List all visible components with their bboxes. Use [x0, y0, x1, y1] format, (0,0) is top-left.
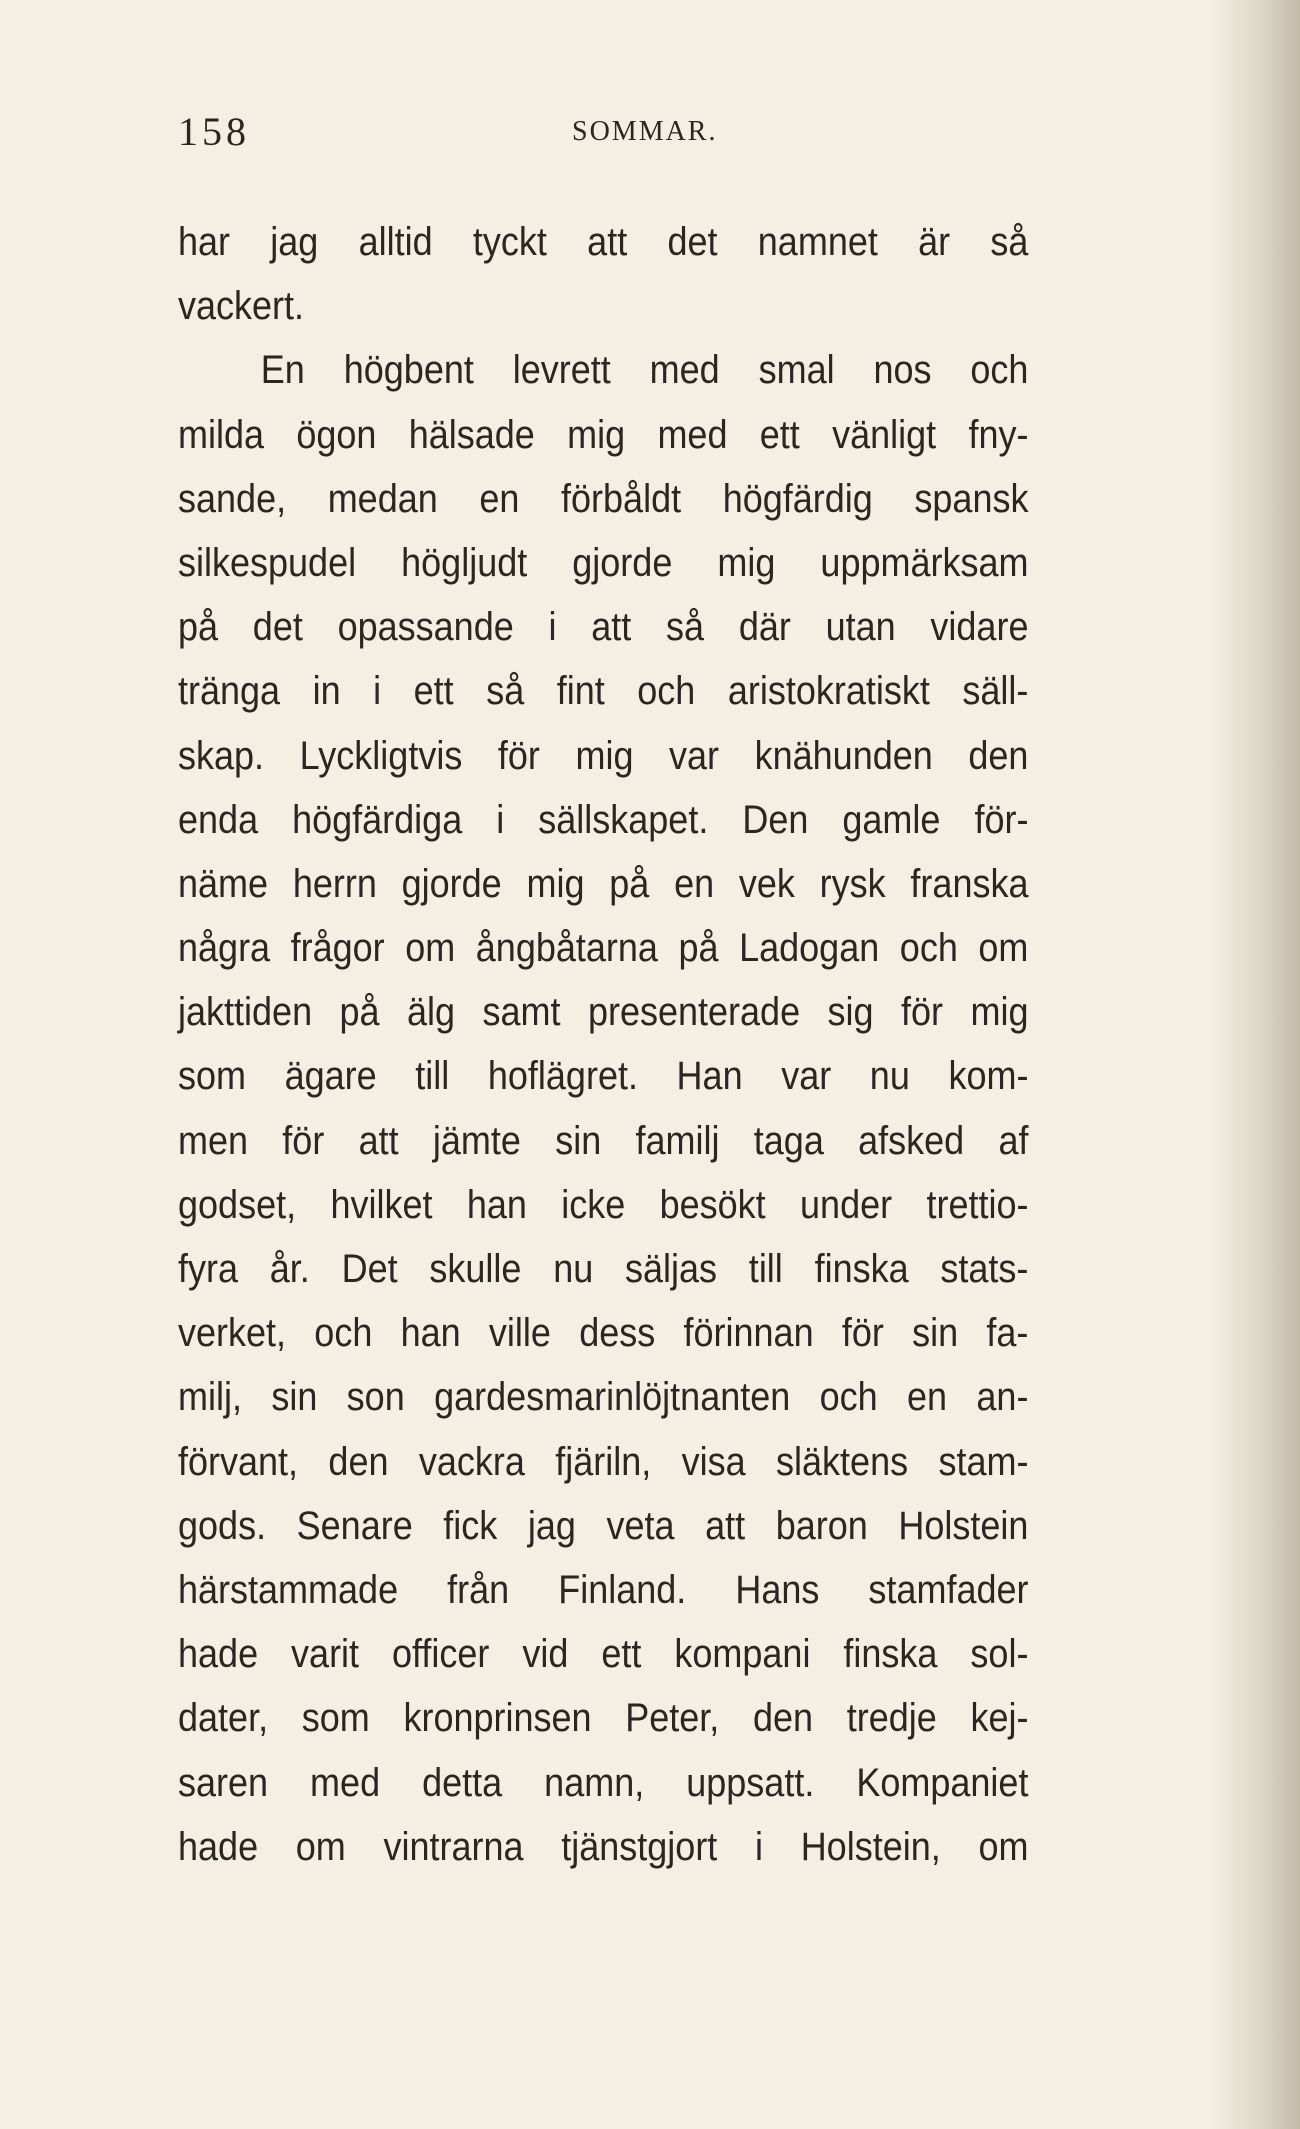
word: gjorde [401, 861, 502, 906]
text-line [178, 467, 1029, 531]
word: son [346, 1375, 405, 1420]
word: ett [759, 412, 800, 457]
text-line [178, 1237, 1029, 1301]
word: godset, [178, 1182, 297, 1227]
word: gamle [842, 797, 941, 842]
word: fa- [986, 1311, 1029, 1356]
word: högfärdiga [292, 797, 463, 842]
word: hvilket [330, 1182, 433, 1227]
word: fint [556, 669, 605, 714]
text-line [178, 724, 1029, 788]
word: jag [527, 1503, 576, 1548]
word: det [252, 605, 303, 650]
text-line [178, 1365, 1029, 1429]
word: veta [606, 1503, 675, 1548]
word: några [178, 926, 271, 971]
text-line [178, 403, 1029, 467]
word: stamfader [868, 1567, 1029, 1612]
word: har [178, 220, 231, 264]
word: hade [178, 1824, 259, 1869]
word: i [548, 605, 557, 650]
word: för [841, 1311, 884, 1356]
word: aristokratiskt [727, 669, 930, 714]
word: så [990, 220, 1029, 264]
word: sig [827, 990, 874, 1035]
word: Kompaniet [856, 1760, 1029, 1805]
word: vintrarna [383, 1824, 524, 1869]
word: i [373, 669, 382, 714]
word: på [339, 990, 380, 1035]
word: det [667, 220, 718, 264]
page-edge-shadow [1210, 0, 1300, 2129]
word: visa [681, 1439, 746, 1484]
word: tyckt [472, 220, 547, 264]
word: jämte [432, 1118, 521, 1163]
word: att [591, 605, 632, 650]
word: vackra [418, 1439, 525, 1484]
word: för [497, 733, 540, 778]
word: den [968, 733, 1029, 778]
word: vidare [930, 605, 1029, 650]
word: med [649, 348, 720, 393]
word: älg [407, 990, 456, 1035]
word: år. [269, 1247, 310, 1291]
word: af [998, 1118, 1029, 1163]
word: an- [976, 1375, 1029, 1420]
text-line [178, 659, 1029, 723]
word: Peter, [625, 1696, 720, 1741]
word: nos [873, 348, 932, 393]
word: ögon [296, 412, 377, 457]
word: dater, [178, 1696, 269, 1741]
body-text [178, 210, 1123, 1879]
word: En [260, 348, 305, 393]
word: taga [753, 1118, 824, 1163]
word: mig [575, 733, 634, 778]
word: utan [825, 605, 896, 650]
word: kompani [674, 1632, 811, 1677]
word: ägare [284, 1054, 377, 1099]
word: spansk [914, 476, 1029, 521]
word: om [978, 926, 1029, 971]
text-line [178, 1044, 1029, 1108]
word: gjorde [572, 540, 673, 585]
word: en [907, 1375, 948, 1420]
word: Holstein [898, 1503, 1029, 1548]
word: var [781, 1054, 832, 1099]
word: skap. [178, 733, 265, 778]
word: sin [271, 1375, 318, 1420]
word: kej- [970, 1696, 1029, 1741]
word: uppmärksam [820, 540, 1029, 585]
word: varit [291, 1632, 360, 1677]
word: säljas [625, 1247, 718, 1291]
text-line [178, 980, 1029, 1044]
word: ville [488, 1311, 551, 1356]
word: under [800, 1182, 893, 1227]
word: Det [341, 1247, 398, 1291]
word: för- [974, 797, 1029, 842]
word: franska [910, 861, 1029, 906]
word: var [669, 733, 720, 778]
word: som [301, 1696, 370, 1741]
word: fny- [968, 412, 1029, 457]
word: till [415, 1054, 450, 1099]
word: fick [443, 1503, 498, 1548]
word: till [748, 1247, 783, 1291]
running-head: SOMMAR. [572, 116, 718, 147]
word: för [901, 990, 944, 1035]
word: om [978, 1824, 1029, 1869]
word: förvant, [178, 1439, 299, 1484]
word: förinnan [683, 1311, 814, 1356]
word: sin [912, 1311, 959, 1356]
text-line [178, 1430, 1029, 1494]
text-line [178, 210, 1029, 274]
word: han [466, 1182, 527, 1227]
word: att [358, 1118, 399, 1163]
word: där [738, 605, 791, 650]
word: nu [869, 1054, 910, 1099]
word: jag [270, 220, 319, 264]
word: så [666, 605, 705, 650]
word: Han [676, 1054, 743, 1099]
word: finska [843, 1632, 938, 1677]
word: men [178, 1118, 249, 1163]
word: stats- [940, 1247, 1029, 1291]
word: härstammade [178, 1567, 399, 1612]
word: besökt [659, 1182, 766, 1227]
word: milda [178, 412, 265, 457]
text-line [178, 1494, 1029, 1558]
word: han [400, 1311, 461, 1356]
word: levrett [512, 348, 611, 393]
word: officer [392, 1632, 490, 1677]
text-line [178, 1622, 1029, 1686]
word: om [405, 926, 456, 971]
word: högljudt [401, 540, 528, 585]
word: den [328, 1439, 389, 1484]
text-line [178, 1686, 1029, 1750]
word: icke [561, 1182, 626, 1227]
word: för [282, 1118, 325, 1163]
word: som [178, 1054, 247, 1099]
word: Holstein, [800, 1824, 941, 1869]
text-line [178, 1815, 1029, 1879]
word: att [587, 220, 628, 264]
word: frågor [290, 926, 385, 971]
word: milj, [178, 1375, 242, 1420]
word: rysk [819, 861, 886, 906]
word: jakttiden [178, 990, 313, 1035]
word: enda [178, 797, 259, 842]
word: alltid [358, 220, 433, 264]
word: nu [553, 1247, 594, 1291]
word: sande, [178, 476, 287, 521]
word: knähunden [754, 733, 933, 778]
word: opassande [337, 605, 514, 650]
word: hoflägret. [487, 1054, 638, 1099]
word: en [479, 476, 520, 521]
word: tränga [178, 669, 281, 714]
word: vid [522, 1632, 569, 1677]
word: och [637, 669, 696, 714]
word: om [295, 1824, 346, 1869]
word: från [447, 1567, 510, 1612]
word: och [970, 348, 1029, 393]
text-line [178, 852, 1029, 916]
word: säll- [962, 669, 1029, 714]
word: mig [970, 990, 1029, 1035]
word: dess [579, 1311, 656, 1356]
word: vackert. [178, 284, 305, 329]
word: med [310, 1760, 381, 1805]
text-line [178, 1173, 1029, 1237]
word: förbåldt [561, 476, 682, 521]
word: familj [635, 1118, 720, 1163]
word: sällskapet. [538, 797, 709, 842]
word: uppsatt. [686, 1760, 815, 1805]
text-line [178, 1301, 1029, 1365]
word: vek [738, 861, 795, 906]
word: fyra [178, 1247, 239, 1291]
word: och [899, 926, 958, 971]
word: afsked [858, 1118, 965, 1163]
word: samt [482, 990, 561, 1035]
word: tjänstgjort [561, 1824, 718, 1869]
word: presenterade [587, 990, 801, 1035]
word: hade [178, 1632, 259, 1677]
word: mig [567, 412, 626, 457]
word: skulle [429, 1247, 522, 1291]
word: namnet [757, 220, 878, 264]
word: finska [814, 1247, 909, 1291]
word: trettio- [926, 1182, 1029, 1227]
text-line [178, 595, 1029, 659]
text-line [178, 531, 1029, 595]
text-line [178, 274, 1029, 338]
word: i [754, 1824, 763, 1869]
text-line [178, 788, 1029, 852]
word: på [609, 861, 650, 906]
text-line [178, 1109, 1029, 1173]
word: kom- [948, 1054, 1029, 1099]
word: verket, [178, 1311, 287, 1356]
word: sin [555, 1118, 602, 1163]
word: namn, [544, 1760, 645, 1805]
word: och [819, 1375, 878, 1420]
page-number: 158 [178, 109, 250, 154]
word: Senare [296, 1503, 413, 1548]
word: ångbåtarna [475, 926, 658, 971]
word: mig [526, 861, 585, 906]
word: så [486, 669, 525, 714]
word: högbent [343, 348, 474, 393]
word: medan [327, 476, 438, 521]
word: högfärdig [722, 476, 873, 521]
word: fjäriln, [555, 1439, 652, 1484]
text-line [178, 1751, 1029, 1815]
word: att [705, 1503, 746, 1548]
word: Lyckligtvis [299, 733, 463, 778]
word: släktens [776, 1439, 909, 1484]
word: med [657, 412, 728, 457]
word: gods. [178, 1503, 267, 1548]
word: Hans [735, 1567, 820, 1612]
word: på [678, 926, 719, 971]
word: smal [758, 348, 835, 393]
word: stam- [938, 1439, 1029, 1484]
text-line [178, 916, 1029, 980]
word: ett [413, 669, 454, 714]
word: Den [742, 797, 809, 842]
text-line [178, 338, 1029, 402]
word: sol- [970, 1632, 1029, 1677]
word: saren [178, 1760, 269, 1805]
word: tredje [846, 1696, 937, 1741]
word: och [314, 1311, 373, 1356]
word: i [496, 797, 505, 842]
word: näme [178, 861, 269, 906]
word: gardesmarinlöjtnanten [434, 1375, 791, 1420]
word: in [312, 669, 341, 714]
word: Finland. [558, 1567, 687, 1612]
word: Ladogan [739, 926, 880, 971]
word: kronprinsen [403, 1696, 592, 1741]
word: är [918, 220, 951, 264]
word: silkespudel [178, 540, 357, 585]
word: på [178, 605, 219, 650]
word: mig [717, 540, 776, 585]
word: hälsade [408, 412, 535, 457]
word: baron [775, 1503, 868, 1548]
text-line [178, 1558, 1029, 1622]
word: den [752, 1696, 814, 1741]
word: herrn [292, 861, 377, 906]
word: detta [422, 1760, 503, 1805]
word: vänligt [832, 412, 937, 457]
word: en [674, 861, 715, 906]
word: ett [601, 1632, 642, 1677]
